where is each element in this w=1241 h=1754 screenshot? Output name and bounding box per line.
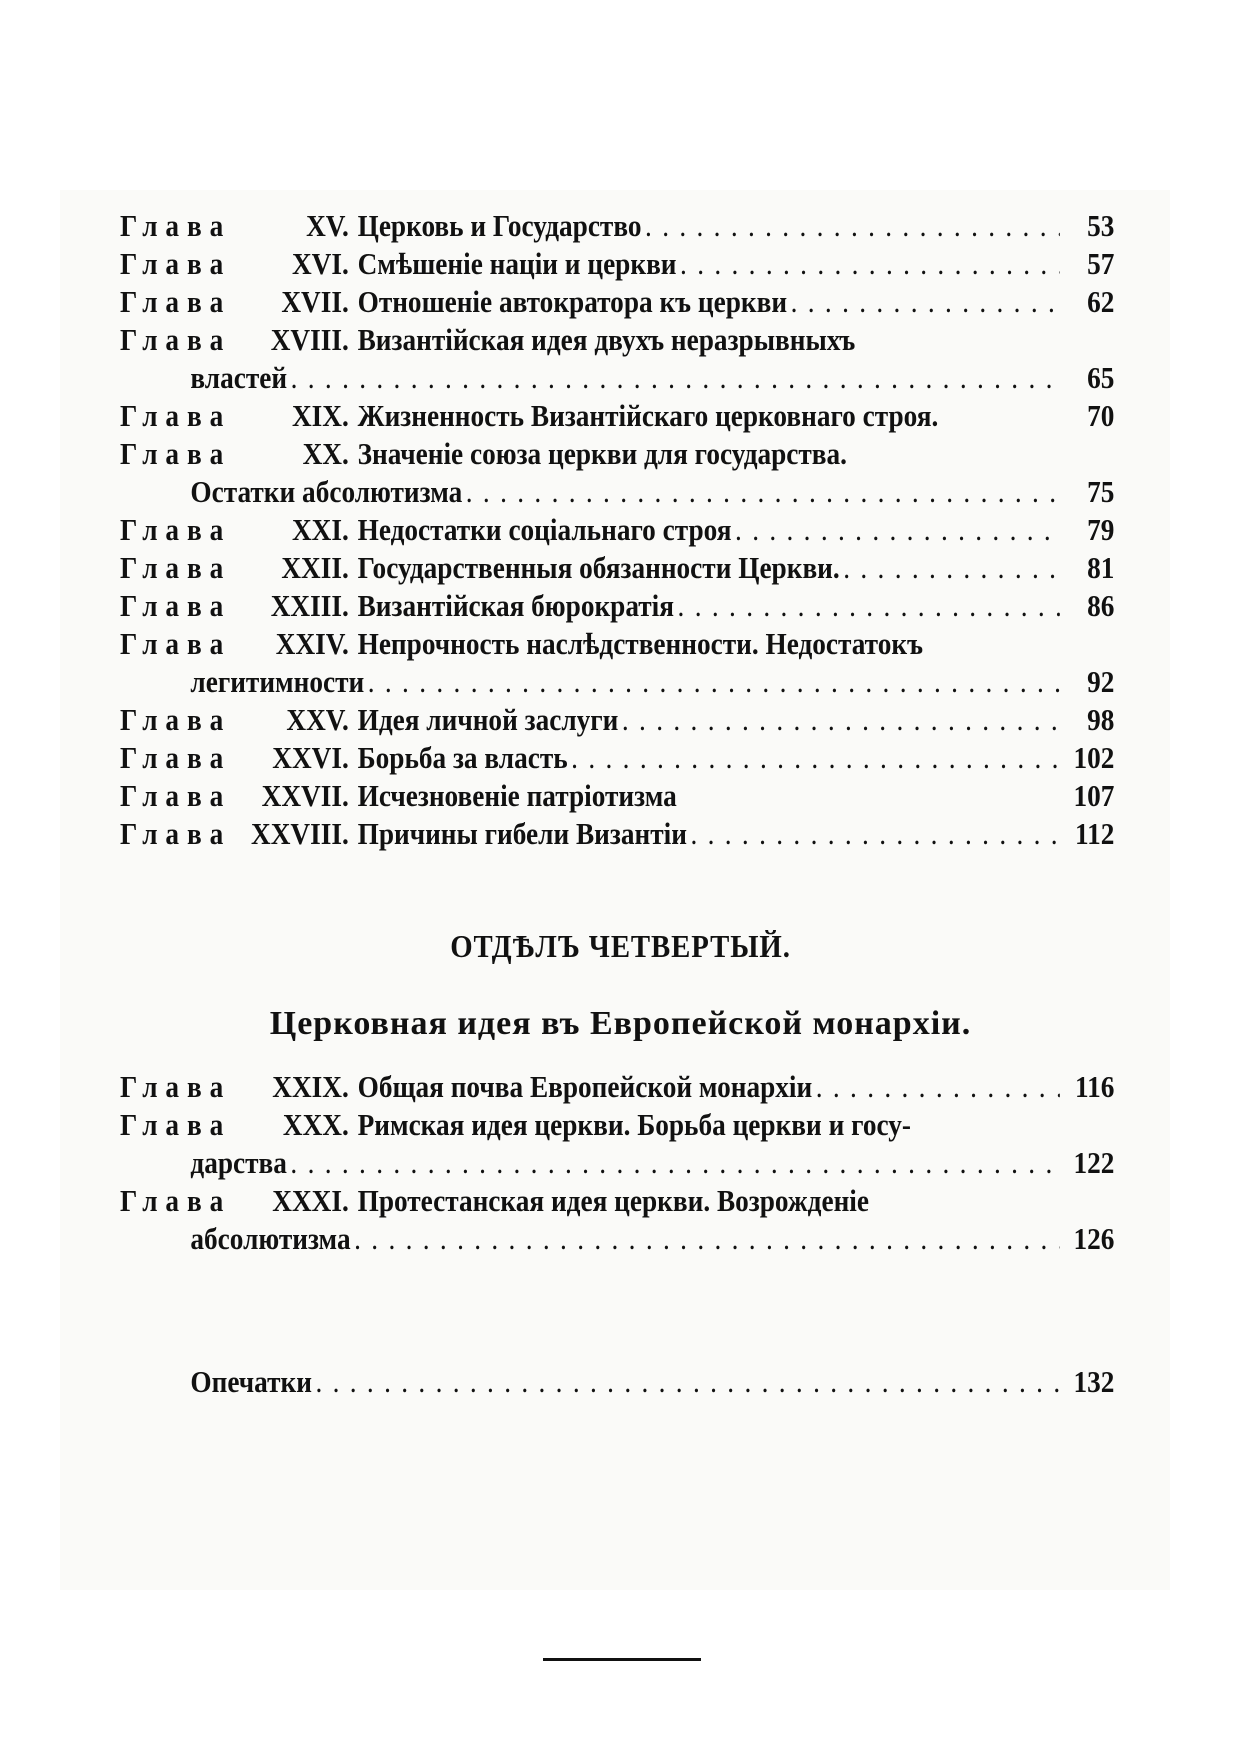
chapter-label: Глава — [120, 626, 232, 661]
page-number: 57 — [1087, 246, 1115, 281]
chapter-label: Глава — [120, 208, 232, 243]
chapter-label: Глава — [120, 816, 232, 851]
chapter-number: XX. — [302, 436, 349, 471]
chapter-number: XXV. — [286, 702, 349, 737]
chapter-label: Глава — [120, 436, 232, 471]
chapter-title-line-1: Протестанская идея церкви. Возрожденіе — [357, 1183, 869, 1218]
chapter-number: XXVI. — [272, 740, 349, 775]
toc-entry-xxviii[interactable] — [120, 815, 1114, 853]
dot-leader — [678, 587, 1060, 625]
chapter-number: XXIV. — [275, 626, 349, 661]
chapter-number: XXVIII. — [251, 816, 349, 851]
toc-entry-xxvii[interactable] — [120, 777, 1114, 815]
chapter-title: Борьба за власть — [357, 740, 568, 775]
dot-leader — [735, 511, 1060, 549]
page-number: 70 — [1087, 398, 1115, 433]
chapter-title: Общая почва Европейской монархіи — [357, 1069, 813, 1104]
chapter-title: Причины гибели Византіи — [357, 816, 687, 851]
chapter-number: XVI. — [291, 246, 349, 281]
toc-entry-xxi[interactable] — [120, 511, 1114, 549]
toc-entry-xxv[interactable] — [120, 701, 1114, 739]
errata-section — [120, 1363, 1114, 1401]
toc-entry-xxiv[interactable] — [120, 625, 1114, 701]
toc-entry-xxxi[interactable] — [120, 1182, 1114, 1258]
chapter-title-line-2: легитимности — [190, 664, 365, 699]
chapter-number: XXII. — [281, 550, 349, 585]
chapter-label: Глава — [120, 284, 232, 319]
section-title: ОТДѢЛЪ ЧЕТВЕРТЫЙ. — [450, 928, 791, 964]
page-number: 116 — [1074, 1069, 1115, 1104]
chapter-title: Недостатки соціальнаго строя — [357, 512, 732, 547]
chapter-title: Государственныя обязанности Церкви. — [357, 550, 840, 585]
toc-entry-xxii[interactable] — [120, 549, 1114, 587]
dot-leader — [368, 663, 1060, 701]
chapter-label: Глава — [120, 1183, 232, 1218]
toc-part-1 — [120, 207, 1114, 853]
toc-entry-xvi[interactable] — [120, 245, 1114, 283]
page-number: 126 — [1073, 1221, 1115, 1256]
chapter-number: XXX. — [282, 1107, 349, 1142]
chapter-label: Глава — [120, 1107, 232, 1142]
toc-entry-xviii[interactable] — [120, 321, 1114, 397]
dot-leader — [843, 549, 1060, 587]
chapter-title-line-1: Римская идея церкви. Борьба церкви и госу- — [357, 1107, 911, 1142]
chapter-title: Жизненность Византійскаго церковнаго строя. — [357, 398, 939, 433]
toc-entry-errata[interactable] — [120, 1363, 1114, 1401]
chapter-label: Глава — [120, 322, 232, 357]
page-number: 92 — [1087, 664, 1115, 699]
chapter-label: Глава — [120, 588, 232, 623]
page-number: 112 — [1074, 816, 1115, 851]
dot-leader — [622, 701, 1060, 739]
dot-leader — [680, 245, 1060, 283]
chapter-title: Исчезновеніе патріотизма — [357, 778, 677, 813]
chapter-title: Византійская бюрократія — [357, 588, 675, 623]
page-number: 79 — [1087, 512, 1115, 547]
page-number: 53 — [1087, 208, 1115, 243]
chapter-title: Смѣшеніе націи и церкви — [357, 246, 677, 281]
chapter-number: XVIII. — [270, 322, 349, 357]
errata-title: Опечатки — [190, 1364, 312, 1399]
chapter-label: Глава — [120, 246, 232, 281]
page-number: 75 — [1087, 474, 1115, 509]
chapter-label: Глава — [120, 550, 232, 585]
toc-entry-xxx[interactable] — [120, 1106, 1114, 1182]
chapter-number: XVII. — [281, 284, 349, 319]
page-number: 107 — [1073, 778, 1115, 813]
chapter-label: Глава — [120, 398, 232, 433]
chapter-label: Глава — [120, 740, 232, 775]
chapter-number: XXI. — [291, 512, 349, 547]
page-number: 62 — [1087, 284, 1115, 319]
chapter-title-line-1: Византійская идея двухъ неразрывныхъ — [357, 322, 856, 357]
toc-entry-xvii[interactable] — [120, 283, 1114, 321]
page-number: 132 — [1073, 1364, 1115, 1399]
chapter-number: XXIII. — [270, 588, 349, 623]
chapter-label: Глава — [120, 512, 232, 547]
chapter-title-line-2: абсолютизма — [190, 1221, 351, 1256]
chapter-title-line-2: дарства — [190, 1145, 287, 1180]
chapter-number: XXXI. — [272, 1183, 349, 1218]
dot-leader — [791, 283, 1060, 321]
page-number: 86 — [1087, 588, 1115, 623]
page-number: 122 — [1073, 1145, 1115, 1180]
chapter-label: Глава — [120, 778, 232, 813]
section-subtitle: Церковная идея въ Европейской монархіи. — [269, 1005, 972, 1042]
dot-leader — [315, 1363, 1059, 1401]
dot-leader — [645, 207, 1060, 245]
chapter-number: XIX. — [291, 398, 349, 433]
chapter-title-line-2: Остатки абсолютизма — [190, 474, 463, 509]
toc-entry-xxiii[interactable] — [120, 587, 1114, 625]
chapter-title-line-2: властей — [190, 360, 288, 395]
toc-entry-xxvi[interactable] — [120, 739, 1114, 777]
toc-entry-xx[interactable] — [120, 435, 1114, 511]
chapter-title-line-1: Непрочность наслѣдственности. Недостатокъ — [357, 626, 923, 661]
chapter-number: XV. — [306, 208, 349, 243]
toc-entry-xix[interactable] — [120, 397, 1114, 435]
toc-entry-xv[interactable] — [120, 207, 1114, 245]
chapter-number: XXIX. — [272, 1069, 349, 1104]
dot-leader — [354, 1220, 1060, 1258]
toc-entry-xxix[interactable] — [120, 1068, 1114, 1106]
page-number: 98 — [1087, 702, 1115, 737]
dot-leader — [571, 739, 1060, 777]
chapter-title: Церковь и Государство — [357, 208, 642, 243]
dot-leader — [466, 473, 1060, 511]
dot-leader — [290, 1144, 1059, 1182]
toc-part-2 — [120, 1068, 1114, 1258]
chapter-title-line-1: Значеніе союза церкви для государства. — [357, 436, 848, 471]
chapter-number: XXVII. — [261, 778, 349, 813]
chapter-label: Глава — [120, 1069, 232, 1104]
closing-rule — [543, 1658, 701, 1661]
page-number: 81 — [1087, 550, 1115, 585]
chapter-title: Идея личной заслуги — [357, 702, 619, 737]
page-number: 102 — [1073, 740, 1115, 775]
chapter-title: Отношеніе автократора къ церкви — [357, 284, 788, 319]
dot-leader — [690, 815, 1059, 853]
page-number: 65 — [1087, 360, 1115, 395]
chapter-label: Глава — [120, 702, 232, 737]
dot-leader — [816, 1068, 1060, 1106]
dot-leader — [291, 359, 1060, 397]
